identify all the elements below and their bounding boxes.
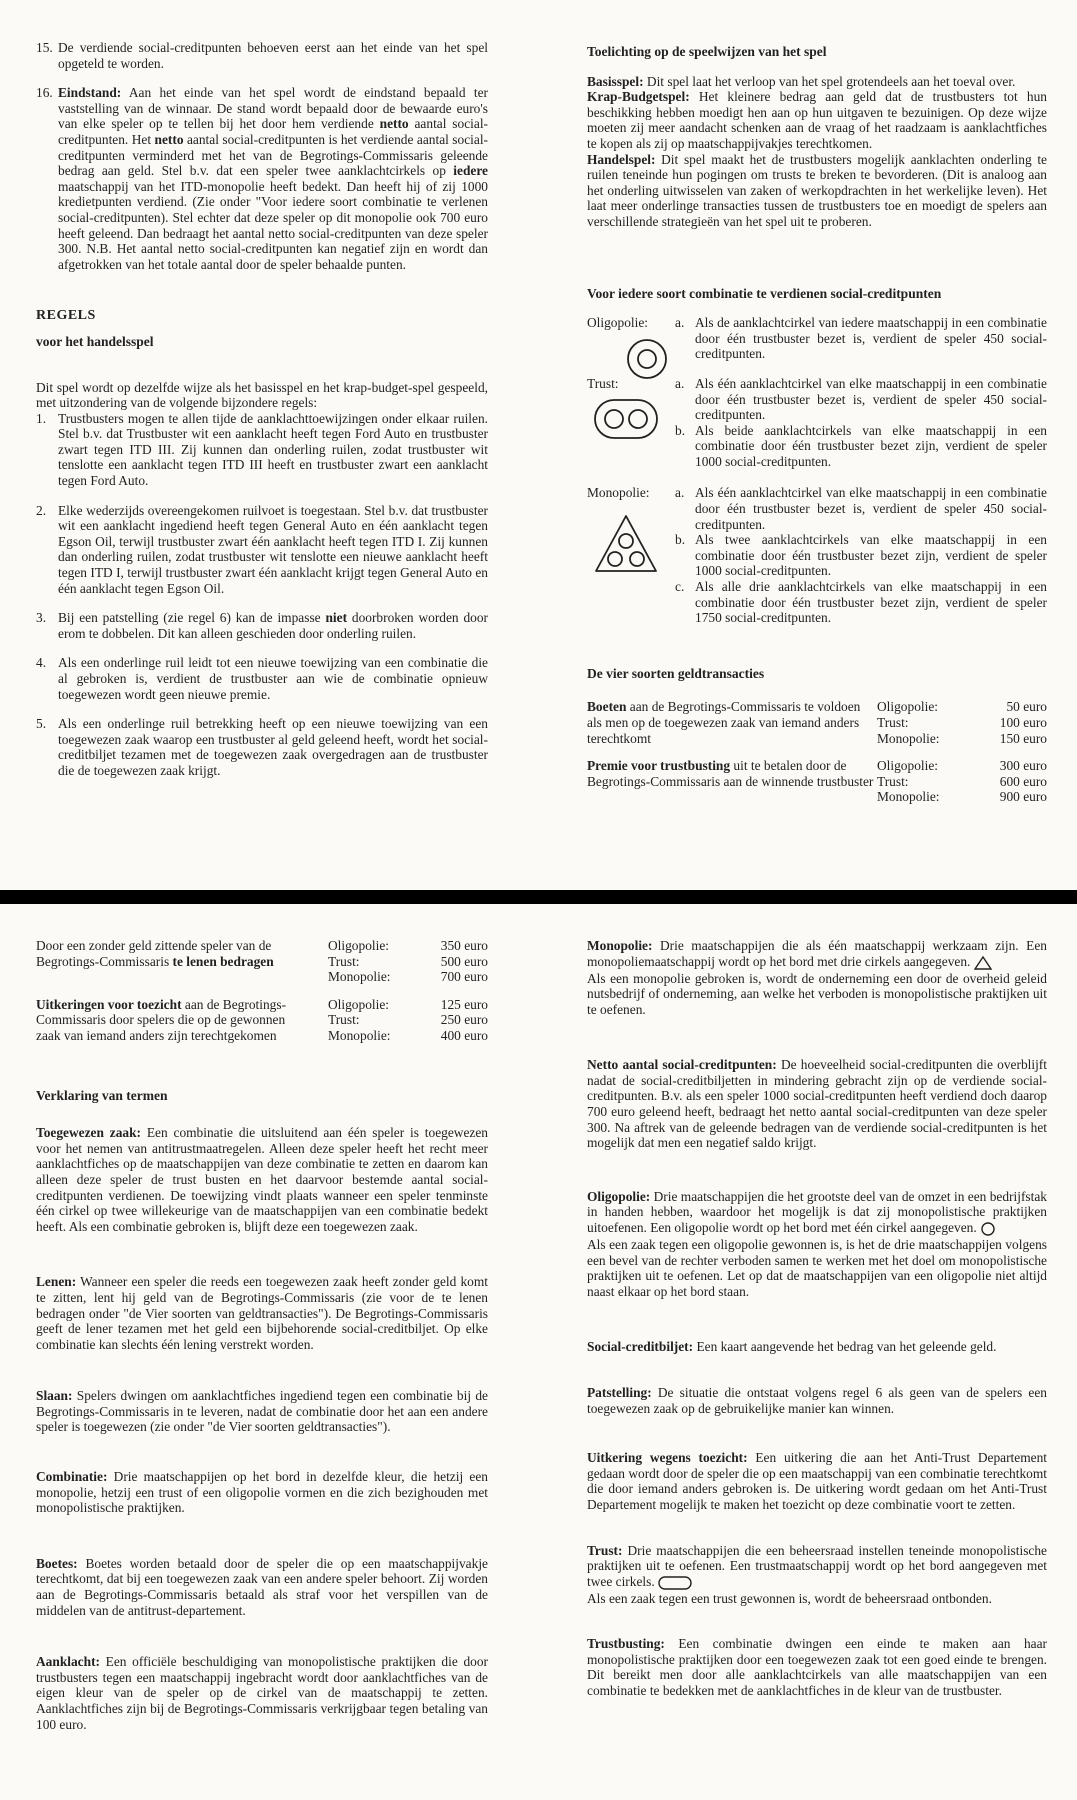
oval-icon bbox=[658, 1575, 692, 1591]
item-number: 15. bbox=[36, 40, 53, 55]
combo-label: Monopolie: bbox=[587, 485, 650, 501]
term-lenen: Lenen: Wanneer een speler die reeds een toegewezen zaak heeft zonder geld komt te zitten, lent hij geld van de Begrotings-Commissaris (zie voor de te lenen bedragen onder "de Vier soorten van geldtransacties"). De Begrotings-Commissaris geeft de lener tezamen met het geld een bijbehorende social-creditbiljet. Op elke combinatie kan slechts één lening verstrekt worden. bbox=[36, 1274, 488, 1352]
mode-handelspel: Handelspel: Dit spel maakt het de trustbusters mogelijk aanklachten onderling te ruilen teneinde hun pogingen om trusts te breken te bevorderen. (Dit is analoog aan het onderling uitwisselen van zaken of werkopdrachten in het werkelijke leven). Het laat meer onderlinge transacties tussen de trustbusters toe en moedigt de spelers aan verschillende strategieën van het spel uit te proberen. bbox=[587, 151, 1047, 229]
term-patstelling: Patstelling: De situatie die ontstaat volgens regel 6 als geen van de spelers een toegewezen zaak op de gebruikelijke manier kan winnen. bbox=[587, 1384, 1047, 1416]
rules-title: REGELS bbox=[36, 308, 96, 324]
item-text: Eindstand: Aan het einde van het spel wordt de eindstand bepaald ter vaststelling van de winnaar. De stand wordt bepaald door de bewaarde euro's van elke speler op te tellen bij het door hem verdiende netto aantal social-creditpunten. Het netto aantal social-creditpunten is het verdiende aantal social-creditpunten verminderd met het van de Begrotings-Commissaris geleende bedrag aan geld. Stel b.v. dat een speler twee aanklachtcirkels op iedere maatschappij van het ITD-monopolie heeft bedekt. Dan heeft hij of zij 1000 kredietpunten verdiend. (Zie onder "Voor iedere soort combinatie te verlenen social-creditpunten). Stel echter dat deze speler op dit monopolie ook 700 euro heeft geleend. Dan bedraagt het aantal netto social-creditpunten van deze speler 300. N.B. Het aantal netto social-creditpunten kan negatief zijn en wordt dan afgetrokken van het totale aantal door de speler behaalde punten. bbox=[58, 85, 488, 272]
fee-boeten: Boeten aan de Begrotings-Commissaris te voldoen als men op de toegewezen zaak van iemand anders terechtkomt Oligopolie: 50 euro Trust: 100 euro Monopolie: 150 euro bbox=[587, 699, 1047, 746]
term-monopolie-cont: Als een monopolie gebroken is, wordt de onderneming een door de overheid geleid nutsbedrijf of onderneming, aan welke het verboden is monopolistische praktijken uit te oefenen. bbox=[587, 970, 1047, 1017]
combo-trust: Trust: a. Als één aanklachtcirkel van elke maatschappij in een combinatie door één trustbuster bezet is, verdient de speler 450 social-creditpunten. b. Als beide aanklachtcirkels van elke maatschappij in een combinatie door één trustbuster bezet zijn, verdient de speler 1000 social-creditpunten. bbox=[587, 375, 1047, 469]
bottom-left-column bbox=[36, 938, 488, 1732]
term-monopolie: Monopolie: Drie maatschappijen die als één maatschappij werkzaam zijn. Een monopoliemaatschappij wordt op het bord met drie cirkels aangegeven. bbox=[587, 938, 1047, 969]
fee-table: Oligopolie: 300 euro Trust: 600 euro Monopolie: 900 euro bbox=[877, 758, 1047, 805]
fee-table: Oligopolie: 125 euro Trust: 250 euro Monopolie: 400 euro bbox=[328, 996, 488, 1043]
mode-krap-budgetspel: Krap-Budgetspel: Het kleinere bedrag aan geld dat de trustbusters tot hun beschikking hebben moedigt hen aan op hun uitgaven te bezuinigen. Op deze wijze moeten zij meer aandacht schenken aan de vraag of het raadzaam is aanklachtfiches te kopen als zij op maatschappijvakjes terechtkomen. bbox=[587, 89, 1047, 151]
fee-table: Oligopolie: 50 euro Trust: 100 euro Monopolie: 150 euro bbox=[877, 699, 1047, 746]
bottom-right-column bbox=[587, 938, 1047, 1699]
top-right-column bbox=[587, 44, 1047, 805]
term-oligopolie-cont: Als een zaak tegen een oligopolie gewonnen is, is het de drie maatschappijen volgens een bevel van de rechter verboden samen te werken met het doel om monopolistische praktijken uit te oefenen. Let op dat de maatschappijen van een oligopolie niet altijd naast elkaar op het bord staan. bbox=[587, 1236, 1047, 1299]
rules-intro: Dit spel wordt op dezelfde wijze als het basisspel en het krap-budget-spel gespeeld, met uitzondering van de volgende bijzondere regels: bbox=[36, 379, 488, 411]
rule-1: 1. Trustbusters mogen te allen tijde de aanklachttoewijzingen onder elkaar ruilen. Stel b.v. dat Trustbuster wit een aanklacht heeft tegen Ford Auto en trustbuster zwart tegen ITD III. Zij kunnen dan onderling ruilen, zodat trustbuster wit tenslotte een aanklacht tegen ITD III heeft en trustbuster zwart een aanklacht tegen Ford Auto. bbox=[36, 410, 488, 489]
term-combinatie: Combinatie: Drie maatschappijen op het bord in dezelfde kleur, die hetzij een monopolie, hetzij een trust of een oligopolie vormen en die zich bezighouden met monopolistische praktijken. bbox=[36, 1469, 488, 1516]
bottom-page-spread bbox=[0, 904, 1077, 1800]
term-trustbusting: Trustbusting: Een combinatie dwingen een einde te maken aan haar monopolistische praktijken door een toegewezen zaak tot een goed einde te brengen. Dit bereikt men door alle aanklachtcirkels van alle maatschappijen van een combinatie te bedekken met de aanklachtfiches in de kleur van de trustbuster. bbox=[587, 1636, 1047, 1698]
triangle-icon bbox=[974, 955, 992, 971]
one-circle-icon bbox=[625, 337, 669, 381]
term-oligopolie: Oligopolie: Drie maatschappijen die het grootste deel van de omzet in een bedrijfstak in handen hebben, waardoor het mogelijk is dat zij monopolistische praktijken uitoefenen. Een oligopolie wordt op het bord met één cirkel aangegeven. bbox=[587, 1188, 1047, 1236]
term-netto: Netto aantal social-creditpunten: De hoeveelheid social-creditpunten die overblijft nadat de social-creditbiljetten in mindering gebracht zijn op de verdiende social-creditpunten. B.v. als een speler 1000 social-creditpunten heeft verdiend doch daarop 700 euro geleend heeft, bedraagt het netto aantal social-creditpunten van deze speler 300. Na aftrek van de geleende bedragen van de verdiende social-creditpunten is het mogelijk dat men een negatief saldo krijgt. bbox=[587, 1057, 1047, 1151]
top-left-column bbox=[36, 40, 488, 779]
item-text: De verdiende social-creditpunten behoeven eerst aan het einde van het spel opgeteld te worden. bbox=[58, 40, 488, 71]
rule-2: 2. Elke wederzijds overeengekomen ruilvoet is toegestaan. Stel b.v. dat trustbuster wit een aanklacht ingediend heeft tegen General Auto en één aanklacht tegen Egson Oil, terwijl trustbuster zwart één aanklacht heeft tegen ITD I. Zij kunnen dan onderling ruilen, zodat trustbuster wit tenslotte een nieuwe aanklacht heeft tegen ITD I, terwijl trustbuster zwart één aanklacht krijgt tegen General Auto en één aanklacht tegen Egson Oil. bbox=[36, 502, 488, 596]
fee-table: Oligopolie: 350 euro Trust: 500 euro Monopolie: 700 euro bbox=[328, 938, 488, 985]
item-number: 16. bbox=[36, 85, 53, 101]
term-social-creditbiljet: Social-creditbiljet: Een kaart aangevende het bedrag van het geleende geld. bbox=[587, 1339, 997, 1355]
term-slaan: Slaan: Spelers dwingen om aanklachtfiches ingediend tegen een combinatie bij de Begrotings-Commissaris in te leveren, nadat de combinatie door het aan een andere speler is toegewezen (zie onder "de Vier soorten geldtransacties"). bbox=[36, 1388, 488, 1435]
page-divider bbox=[0, 890, 1077, 904]
fee-premie: Premie voor trustbusting uit te betalen door de Begrotings-Commissaris aan de winnende trustbuster Oligopolie: 300 euro Trust: 600 euro Monopolie: 900 euro bbox=[587, 758, 1047, 805]
fee-lenen: Door een zonder geld zittende speler van de Begrotings-Commissaris te lenen bedragen Oligopolie: 350 euro Trust: 500 euro Monopolie: 700 euro bbox=[36, 938, 488, 985]
combo-label: Trust: bbox=[587, 375, 619, 391]
rule-item-15 bbox=[36, 40, 488, 71]
top-page-spread bbox=[0, 0, 1077, 890]
rule-5: 5. Als een onderlinge ruil betrekking heeft op een nieuwe toewijzing van een toegewezen zaak waarop een trustbuster al geld geleend heeft, wordt het social-creditbiljet tezamen met de toegewezen zaak overgedragen aan de trustbuster die de toegewezen zaak krijgt. bbox=[36, 716, 488, 778]
circle-icon bbox=[980, 1221, 996, 1237]
rules-subtitle: voor het handelsspel bbox=[36, 333, 154, 349]
three-circles-icon bbox=[593, 513, 659, 575]
term-aanklacht: Aanklacht: Een officiële beschuldiging van monopolistische praktijken die door trustbusters tegen een maatschappij ingebracht wordt door aanklachtfiches van de eigen kleur van de speler op de cirkel van de maatschappij te zetten. Aanklachtfiches zijn bij de Begrotings-Commissaris verkrijgbaar tegen betaling van 100 euro. bbox=[36, 1654, 488, 1732]
rule-item-16 bbox=[36, 85, 488, 272]
term-boetes: Boetes: Boetes worden betaald door de speler die op een maatschappijvakje terechtkomt, dat bij een toegewezen zaak van een andere speler behoort. Zij worden aan de Begrotings-Commissaris betaald als straf voor het verspillen van de middelen van de antitrust-departement. bbox=[36, 1555, 488, 1618]
money-title: De vier soorten geldtransacties bbox=[587, 665, 765, 681]
combo-oligopolie: Oligopolie: a. Als de aanklachtcirkel van iedere maatschappij in een combinatie door één trustbuster bezet is, verdient de speler 450 social-creditpunten. bbox=[587, 315, 1047, 362]
modes-title: Toelichting op de speelwijzen van het spel bbox=[587, 44, 827, 59]
term-toegewezen-zaak: Toegewezen zaak: Een combinatie die uitsluitend aan één speler is toegewezen voor het nemen van antitrustmaatregelen. Alleen deze speler heeft het recht meer aanklachtfiches op de maatschappijen van deze combinatie te zetten en daarom kan alleen deze speler de trust busten en het daarvoor bestemde aantal social-creditpunten verdienen. De toewijzing vindt plaats wanneer een speler tenminste één cirkel op twee willekeurige van de maatschappijen van een combinatie bedekt heeft. Als een combinatie gebroken is, blijft deze een toegewezen zaak. bbox=[36, 1125, 489, 1234]
points-title: Voor iedere soort combinatie te verdienen social-creditpunten bbox=[587, 285, 942, 301]
term-uitkering-toezicht: Uitkering wegens toezicht: Een uitkering die aan het Anti-Trust Departement gedaan wordt door de speler die op een maatschappij van een combinatie terechtkomt die door iemand anders gebroken is. De uitkering wordt gedaan om het Anti-Trust Departement mogelijk te maken het toezicht op deze combinatie voort te zetten. bbox=[587, 1450, 1047, 1512]
rule-4: 4. Als een onderlinge ruil leidt tot een nieuwe toewijzing van een combinatie die al gebroken is, verdient de trustbuster aan wie de combinatie opnieuw toegewezen wordt geen nieuwe premie. bbox=[36, 655, 488, 702]
fee-uitkeringen: Uitkeringen voor toezicht aan de Begrotings-Commissaris door spelers die op de gewonnen zaak van iemand anders zijn terechtgekomen Oligopolie: 125 euro Trust: 250 euro Monopolie: 400 euro bbox=[36, 996, 488, 1043]
two-circles-icon bbox=[593, 398, 659, 442]
combo-monopolie: Monopolie: a. Als één aanklachtcirkel van elke maatschappij in een combinatie door één trustbuster bezet is, verdient de speler 450 social-creditpunten. b. Als twee aanklachtcirkels van elke maatschappij in een combinatie door één trustbuster bezet zijn, verdient de speler 1000 social-creditpunten. c. Als alle drie aanklachtcirkels van elke maatschappij in een combinatie door één trustbuster bezet zijn, verdient de speler 1750 social-creditpunten. bbox=[587, 485, 1047, 626]
terms-title: Verklaring van termen bbox=[36, 1087, 168, 1103]
rule-3: 3. Bij een patstelling (zie regel 6) kan de impasse niet doorbroken worden door erom te dobbelen. Dit kan alleen geschieden door onderling ruilen. bbox=[36, 610, 488, 641]
combo-label: Oligopolie: bbox=[587, 315, 648, 331]
term-trust: Trust: Drie maatschappijen die een beheersraad instellen teneinde monopolistische praktijken uit te oefenen. Een trustmaatschappij wordt op het bord aangegeven met twee cirkels. bbox=[587, 1542, 1047, 1589]
mode-basisspel: Basisspel: Dit spel laat het verloop van het spel grotendeels aan het toeval over. bbox=[587, 73, 1016, 89]
term-trust-cont: Als een zaak tegen een trust gewonnen is, wordt de beheersraad ontbonden. bbox=[587, 1590, 992, 1606]
